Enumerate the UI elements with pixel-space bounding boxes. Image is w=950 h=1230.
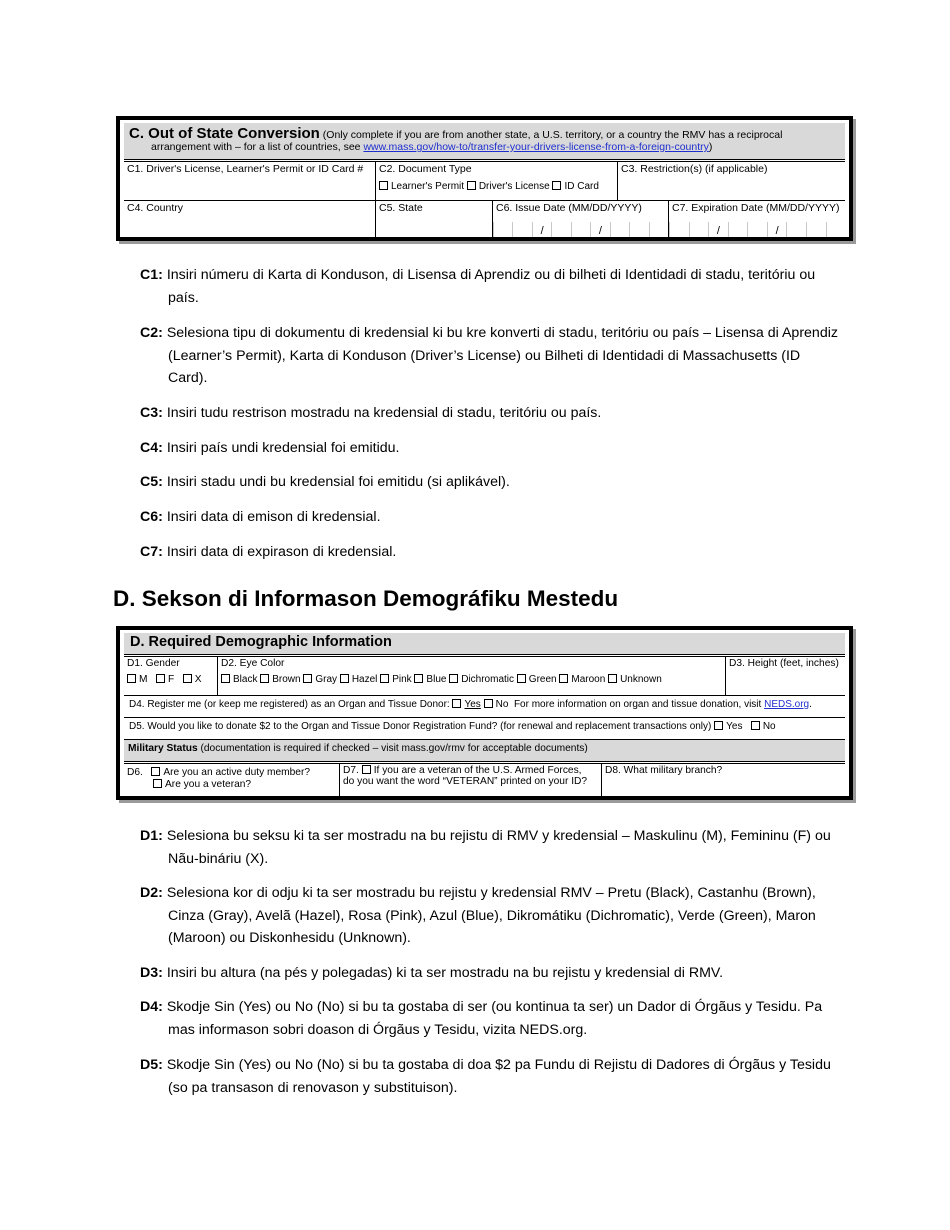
c2-learners-permit-checkbox[interactable] xyxy=(379,181,388,190)
d2-green-checkbox[interactable] xyxy=(517,674,526,683)
form-d-row-military xyxy=(124,763,845,800)
form-d-demographic-info xyxy=(116,626,853,800)
d7-veteran-print-checkbox[interactable] xyxy=(362,765,371,774)
instruction-c6-text: Insiri data di emison di kredensial. xyxy=(162,509,381,525)
instruction-d3 xyxy=(140,962,840,985)
instruction-d1-text: Selesiona bu seksu ki ta ser mostradu na bu rejistu di RMV y kredensial – Maskulinu (M), Femininu (F) ou Nãu-bináriu (X). xyxy=(162,828,831,867)
d1-x-checkbox[interactable] xyxy=(183,674,192,683)
instruction-c5-text: Insiri stadu undi bu kredensial foi emitidu (si aplikável). xyxy=(162,474,510,490)
instruction-c6-code: C6: xyxy=(140,509,163,525)
d2-dichromatic-checkbox[interactable] xyxy=(449,674,458,683)
c5-field[interactable] xyxy=(376,201,493,241)
instruction-c3 xyxy=(140,402,840,425)
d2-option-green: Green xyxy=(528,674,557,685)
d6-question-active-duty: Are you an active duty member? xyxy=(163,767,311,778)
d2-blue-checkbox[interactable] xyxy=(414,674,423,683)
c3-label: C3. Restriction(s) (if applicable) xyxy=(621,163,768,175)
d2-gray-checkbox[interactable] xyxy=(303,674,312,683)
c2-drivers-license-checkbox[interactable] xyxy=(467,181,476,190)
c4-label: C4. Country xyxy=(127,202,184,214)
military-status-label: Military Status xyxy=(128,743,198,754)
military-status-note: (documentation is required if checked – visit mass.gov/rmv for acceptable documents) xyxy=(200,743,588,754)
c2-label: C2. Document Type xyxy=(379,163,472,175)
d5-yes-label: Yes xyxy=(726,721,743,732)
c7-sep-2: / xyxy=(767,222,787,241)
c2-field xyxy=(376,162,618,200)
d8-label: D8. What military branch? xyxy=(605,765,723,776)
d2-option-hazel: Hazel xyxy=(351,674,378,685)
instruction-c1-text: Insiri númeru di Karta di Konduson, di Lisensa di Aprendiz ou di bilheti di Identidadi di stadu, teritóriu ou país. xyxy=(162,267,816,306)
d2-option-gray: Gray xyxy=(315,674,338,685)
c6-label: C6. Issue Date (MM/DD/YYYY) xyxy=(496,202,642,214)
instruction-d2-text: Selesiona kor di odju ki ta ser mostradu bu rejistu y kredensial RMV – Pretu (Black), Castanhu (Brown), Cinza (Gray), Avelã (Hazel), Rosa (Pink), Azul (Blue), Dikromátiku (Dichromatic), Verde (Green), Maron (Maroon) ou Diskonhesidu (Unknown). xyxy=(162,885,816,947)
d1-option-x: X xyxy=(194,674,202,685)
d2-option-brown: Brown xyxy=(272,674,301,685)
d2-hazel-checkbox[interactable] xyxy=(340,674,349,683)
d2-field xyxy=(218,657,726,695)
d2-label: D2. Eye Color xyxy=(221,658,285,669)
d2-unknown-checkbox[interactable] xyxy=(608,674,617,683)
instruction-c3-text: Insiri tudu restrison mostradu na kredensial di stadu, teritóriu ou país. xyxy=(162,405,602,421)
neds-link[interactable]: NEDS.org xyxy=(764,699,810,710)
c7-field[interactable] xyxy=(669,201,845,241)
c5-label: C5. State xyxy=(379,202,423,214)
d7-question-line1: If you are a veteran of the U.S. Armed Forces, xyxy=(373,765,582,776)
d6-veteran-checkbox[interactable] xyxy=(153,779,162,788)
instruction-d1 xyxy=(140,825,840,870)
d2-option-maroon: Maroon xyxy=(571,674,606,685)
d2-option-blue: Blue xyxy=(426,674,447,685)
instruction-d4-text: Skodje Sin (Yes) ou No (No) si bu ta gostaba di ser (ou kontinua ta ser) un Dador di Órgãus y Tesidu. Pa mas informason sobri doason di Órgãus y Tesidu, vizita NEDS.org. xyxy=(162,999,823,1038)
d4-no-label: No xyxy=(495,699,509,710)
instruction-d1-code: D1: xyxy=(140,828,163,844)
d1-option-f: F xyxy=(168,674,175,685)
form-d-title: D. Required Demographic Information xyxy=(130,634,392,650)
instruction-d5 xyxy=(140,1054,840,1099)
d6-question-veteran: Are you a veteran? xyxy=(165,779,252,790)
form-d-header xyxy=(124,633,845,655)
c3-field[interactable] xyxy=(618,162,845,200)
instruction-c2 xyxy=(140,322,840,390)
foreign-license-link[interactable]: www.mass.gov/how-to/transfer-your-drivers-license-from-a-foreign-country xyxy=(363,141,709,153)
form-c-note-line1: (Only complete if you are from another state, a U.S. territory, or a country the RMV has a reciprocal xyxy=(322,129,783,141)
instruction-c3-code: C3: xyxy=(140,405,163,421)
c7-sep-1: / xyxy=(708,222,728,241)
c6-date-boxes[interactable] xyxy=(493,222,668,241)
d4-more-info: For more information on organ and tissue donation, visit xyxy=(513,699,762,710)
d1-f-checkbox[interactable] xyxy=(156,674,165,683)
c6-field[interactable] xyxy=(493,201,669,241)
c7-date-boxes[interactable] xyxy=(669,222,845,241)
d6-active-duty-checkbox[interactable] xyxy=(151,767,160,776)
d2-pink-checkbox[interactable] xyxy=(380,674,389,683)
c7-label: C7. Expiration Date (MM/DD/YYYY) xyxy=(672,202,840,214)
d2-option-unknown: Unknown xyxy=(620,674,662,685)
instruction-c4-code: C4: xyxy=(140,440,163,456)
d2-option-pink: Pink xyxy=(392,674,412,685)
form-c-header xyxy=(124,123,845,160)
instruction-d2-code: D2: xyxy=(140,885,163,901)
instruction-c1-code: C1: xyxy=(140,267,163,283)
instruction-c7-text: Insiri data di expirason di kredensial. xyxy=(162,544,397,560)
instruction-d5-code: D5: xyxy=(140,1057,163,1073)
d4-no-checkbox[interactable] xyxy=(484,699,493,708)
instruction-d3-text: Insiri bu altura (na pés y polegadas) ki ta ser mostradu na bu rejistu y kredensial di RMV. xyxy=(162,965,724,981)
c1-label: C1. Driver's License, Learner's Permit or ID Card # xyxy=(127,163,364,175)
d8-field[interactable] xyxy=(602,764,845,800)
instruction-c4-text: Insiri país undi kredensial foi emitidu. xyxy=(162,440,400,456)
instruction-c6 xyxy=(140,506,840,529)
c2-option-learners-permit: Learner's Permit xyxy=(391,181,465,192)
d5-no-label: No xyxy=(762,721,776,732)
d4-yes-label: Yes xyxy=(464,699,481,710)
d6-label: D6. xyxy=(127,767,143,778)
form-c-title: C. Out of State Conversion xyxy=(129,125,320,142)
instruction-c7 xyxy=(140,541,840,564)
instruction-d4-code: D4: xyxy=(140,999,163,1015)
d1-label: D1. Gender xyxy=(127,658,180,669)
instruction-c2-code: C2: xyxy=(140,325,163,341)
c4-field[interactable] xyxy=(124,201,376,241)
form-c-row-1 xyxy=(124,161,845,201)
instruction-c4 xyxy=(140,437,840,460)
d7-question-line2: do you want the word “VETERAN” printed on your ID? xyxy=(343,776,588,787)
d2-black-checkbox[interactable] xyxy=(221,674,230,683)
d2-maroon-checkbox[interactable] xyxy=(559,674,568,683)
instruction-d5-text: Skodje Sin (Yes) ou No (No) si bu ta gostaba di doa $2 pa Fundu di Rejistu di Dadores di Órgãus y Tesidu (so pa transason di renovason y substituison). xyxy=(162,1057,831,1096)
form-d-row-1 xyxy=(124,656,845,696)
form-c-row-2 xyxy=(124,201,845,241)
section-d-heading: D. Sekson di Informason Demográfiku Mestedu xyxy=(113,586,619,611)
d6-field xyxy=(124,764,340,800)
instruction-d2 xyxy=(140,882,840,950)
d2-option-dichromatic: Dichromatic xyxy=(461,674,515,685)
c2-option-drivers-license: Driver's License xyxy=(478,181,550,192)
c6-sep-1: / xyxy=(532,222,551,241)
form-c-out-of-state-conversion xyxy=(116,116,853,241)
form-c-note-prefix: arrangement with – for a list of countries, see xyxy=(151,141,364,153)
instruction-c5-code: C5: xyxy=(140,474,163,490)
d2-option-black: Black xyxy=(233,674,258,685)
instruction-c7-code: C7: xyxy=(140,544,163,560)
d5-yes-checkbox[interactable] xyxy=(714,721,723,730)
d5-row xyxy=(124,718,845,740)
d5-no-checkbox[interactable] xyxy=(751,721,760,730)
d1-option-m: M xyxy=(139,674,148,685)
d7-field xyxy=(340,764,602,800)
d7-label: D7. xyxy=(343,765,359,776)
c2-id-card-checkbox[interactable] xyxy=(552,181,561,190)
instruction-c1 xyxy=(140,264,840,309)
d4-text: D4. Register me (or keep me registered) as an Organ and Tissue Donor: xyxy=(129,699,450,710)
military-status-row xyxy=(124,740,845,762)
d5-text: D5. Would you like to donate $2 to the Organ and Tissue Donor Registration Fund? (for renewal and replacement transactions only) xyxy=(129,721,712,732)
d2-brown-checkbox[interactable] xyxy=(260,674,269,683)
instruction-c2-text: Selesiona tipu di dokumentu di kredensial ki bu kre konverti di stadu, teritóriu ou país – Lisensa di Aprendiz (Learner’s Permit), Karta di Konduson (Driver’s License) ou Bilheti di Identidadi di Massachusetts (ID Card). xyxy=(162,325,838,387)
form-c-note-suffix: ) xyxy=(708,141,713,153)
d4-row: D4. Register me (or keep me registered) as an Organ and Tissue Donor: Yes No For more information on organ and tissue donation, visit NEDS.org. xyxy=(124,696,845,718)
c2-option-id-card: ID Card xyxy=(564,181,599,192)
instruction-d3-code: D3: xyxy=(140,965,163,981)
d1-m-checkbox[interactable] xyxy=(127,674,136,683)
d1-field xyxy=(124,657,218,695)
d3-label: D3. Height (feet, inches) xyxy=(729,658,839,669)
instruction-d4 xyxy=(140,996,840,1041)
instruction-c5 xyxy=(140,471,840,494)
d3-field[interactable] xyxy=(726,657,845,695)
d4-yes-checkbox[interactable] xyxy=(452,699,461,708)
c6-sep-2: / xyxy=(590,222,609,241)
c1-field[interactable] xyxy=(124,162,376,200)
